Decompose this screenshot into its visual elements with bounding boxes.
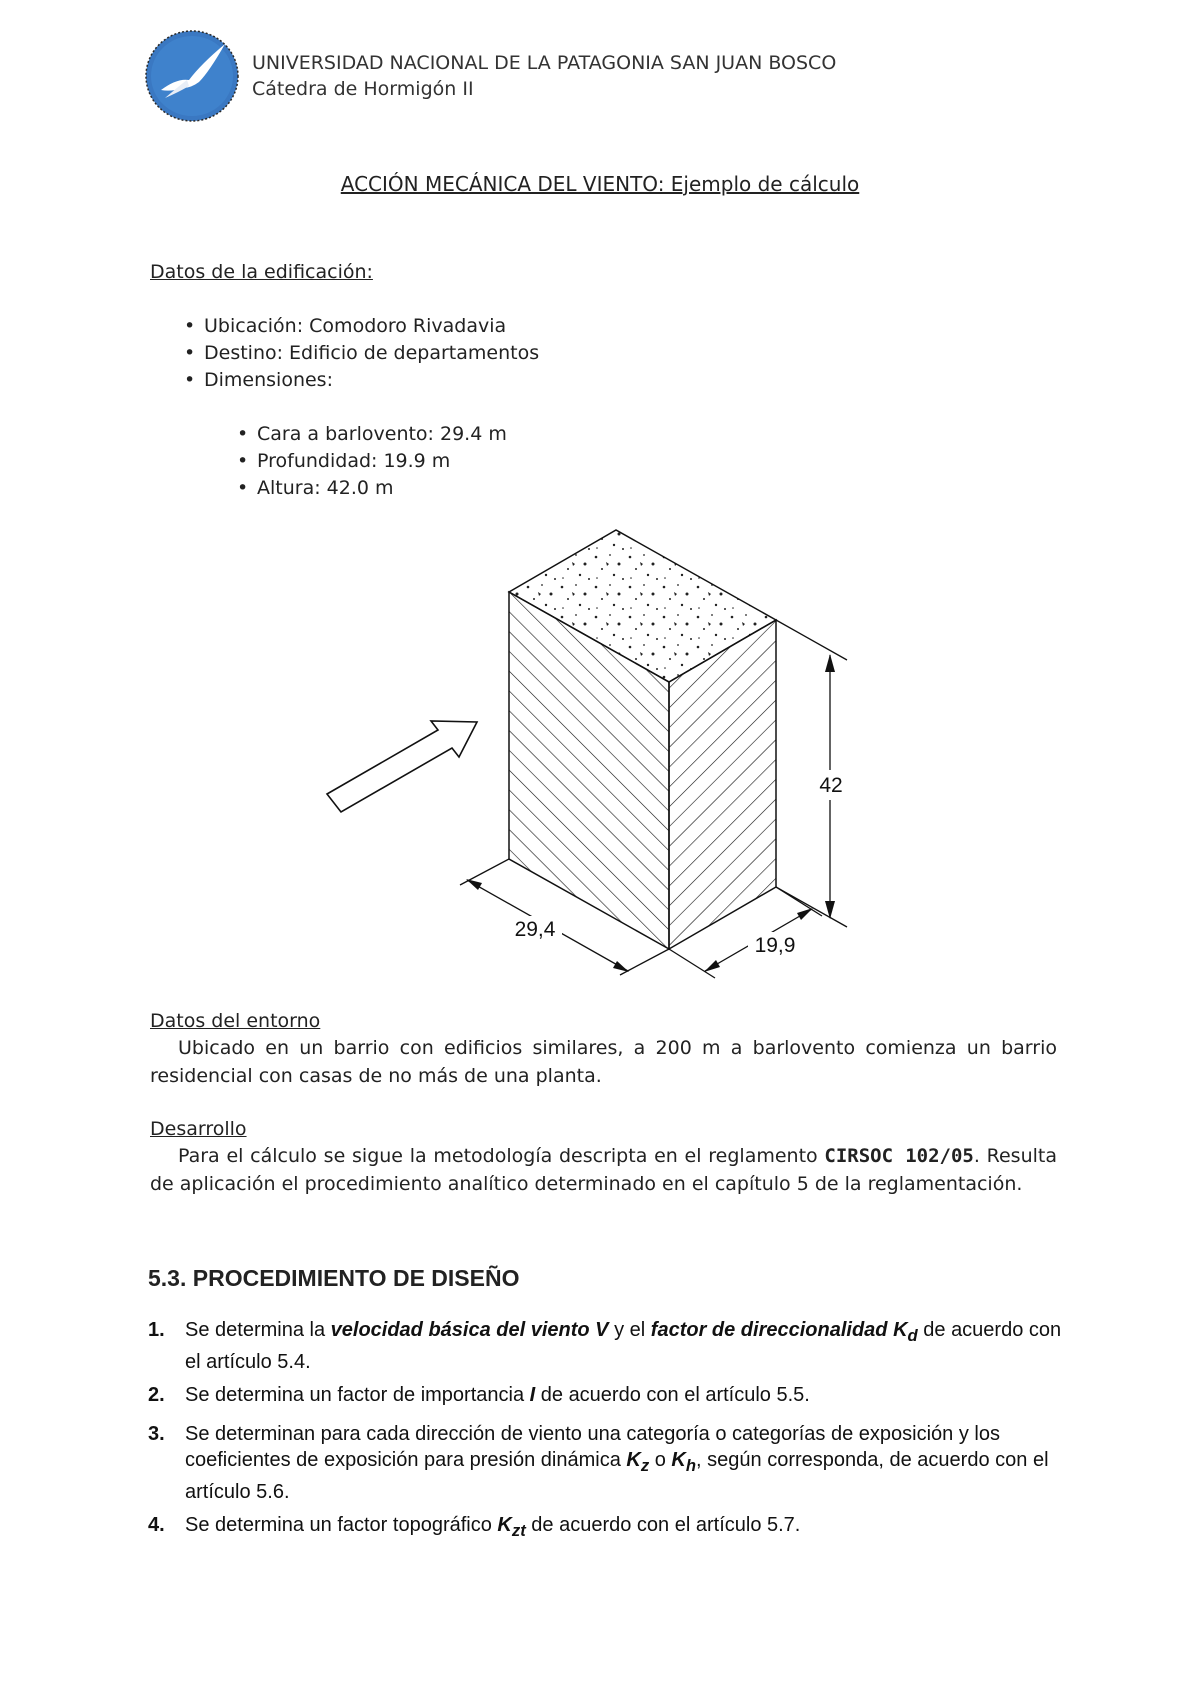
width-label: 29,4	[514, 918, 556, 941]
regulation-code: CIRSOC 102/05	[824, 1145, 974, 1167]
procedure-title: 5.3. PROCEDIMIENTO DE DISEÑO	[148, 1265, 520, 1291]
list-item: • Profundidad: 19.9 m	[257, 448, 507, 475]
list-item: • Cara a barlovento: 29.4 m	[257, 421, 507, 448]
environment-heading: Datos del entorno	[150, 1010, 321, 1032]
development-heading: Desarrollo	[150, 1118, 247, 1140]
list-item: • Destino: Edificio de departamentos	[204, 340, 539, 367]
depth-label: 19,9	[754, 934, 796, 957]
list-item: • Altura: 42.0 m	[257, 475, 507, 502]
building-data-list	[204, 313, 539, 394]
university-name: UNIVERSIDAD NACIONAL DE LA PATAGONIA SAN JUAN BOSCO	[252, 52, 837, 74]
page-title: ACCIÓN MECÁNICA DEL VIENTO: Ejemplo de cálculo	[340, 172, 860, 196]
height-label: 42	[819, 774, 843, 797]
wind-arrow-icon	[327, 721, 477, 812]
dimensions-list	[257, 421, 507, 502]
chair-name: Cátedra de Hormigón II	[252, 78, 474, 100]
environment-text: Ubicado en un barrio con edificios similares, a 200 m a barlovento comienza un barrio residencial con casas de no más de una planta.	[150, 1037, 1057, 1087]
development-text: Para el cálculo se sigue la metodología descripta en el reglamento CIRSOC 102/05. Resulta de aplicación el procedimiento analítico determinado en el capítulo 5 de la reglamentación.	[150, 1145, 1057, 1195]
building-diagram	[320, 522, 860, 996]
list-item: • Dimensiones:	[204, 367, 539, 394]
albatross-logo-icon	[143, 28, 241, 126]
list-item: • Ubicación: Comodoro Rivadavia	[204, 313, 539, 340]
building-data-heading: Datos de la edificación:	[150, 261, 373, 283]
